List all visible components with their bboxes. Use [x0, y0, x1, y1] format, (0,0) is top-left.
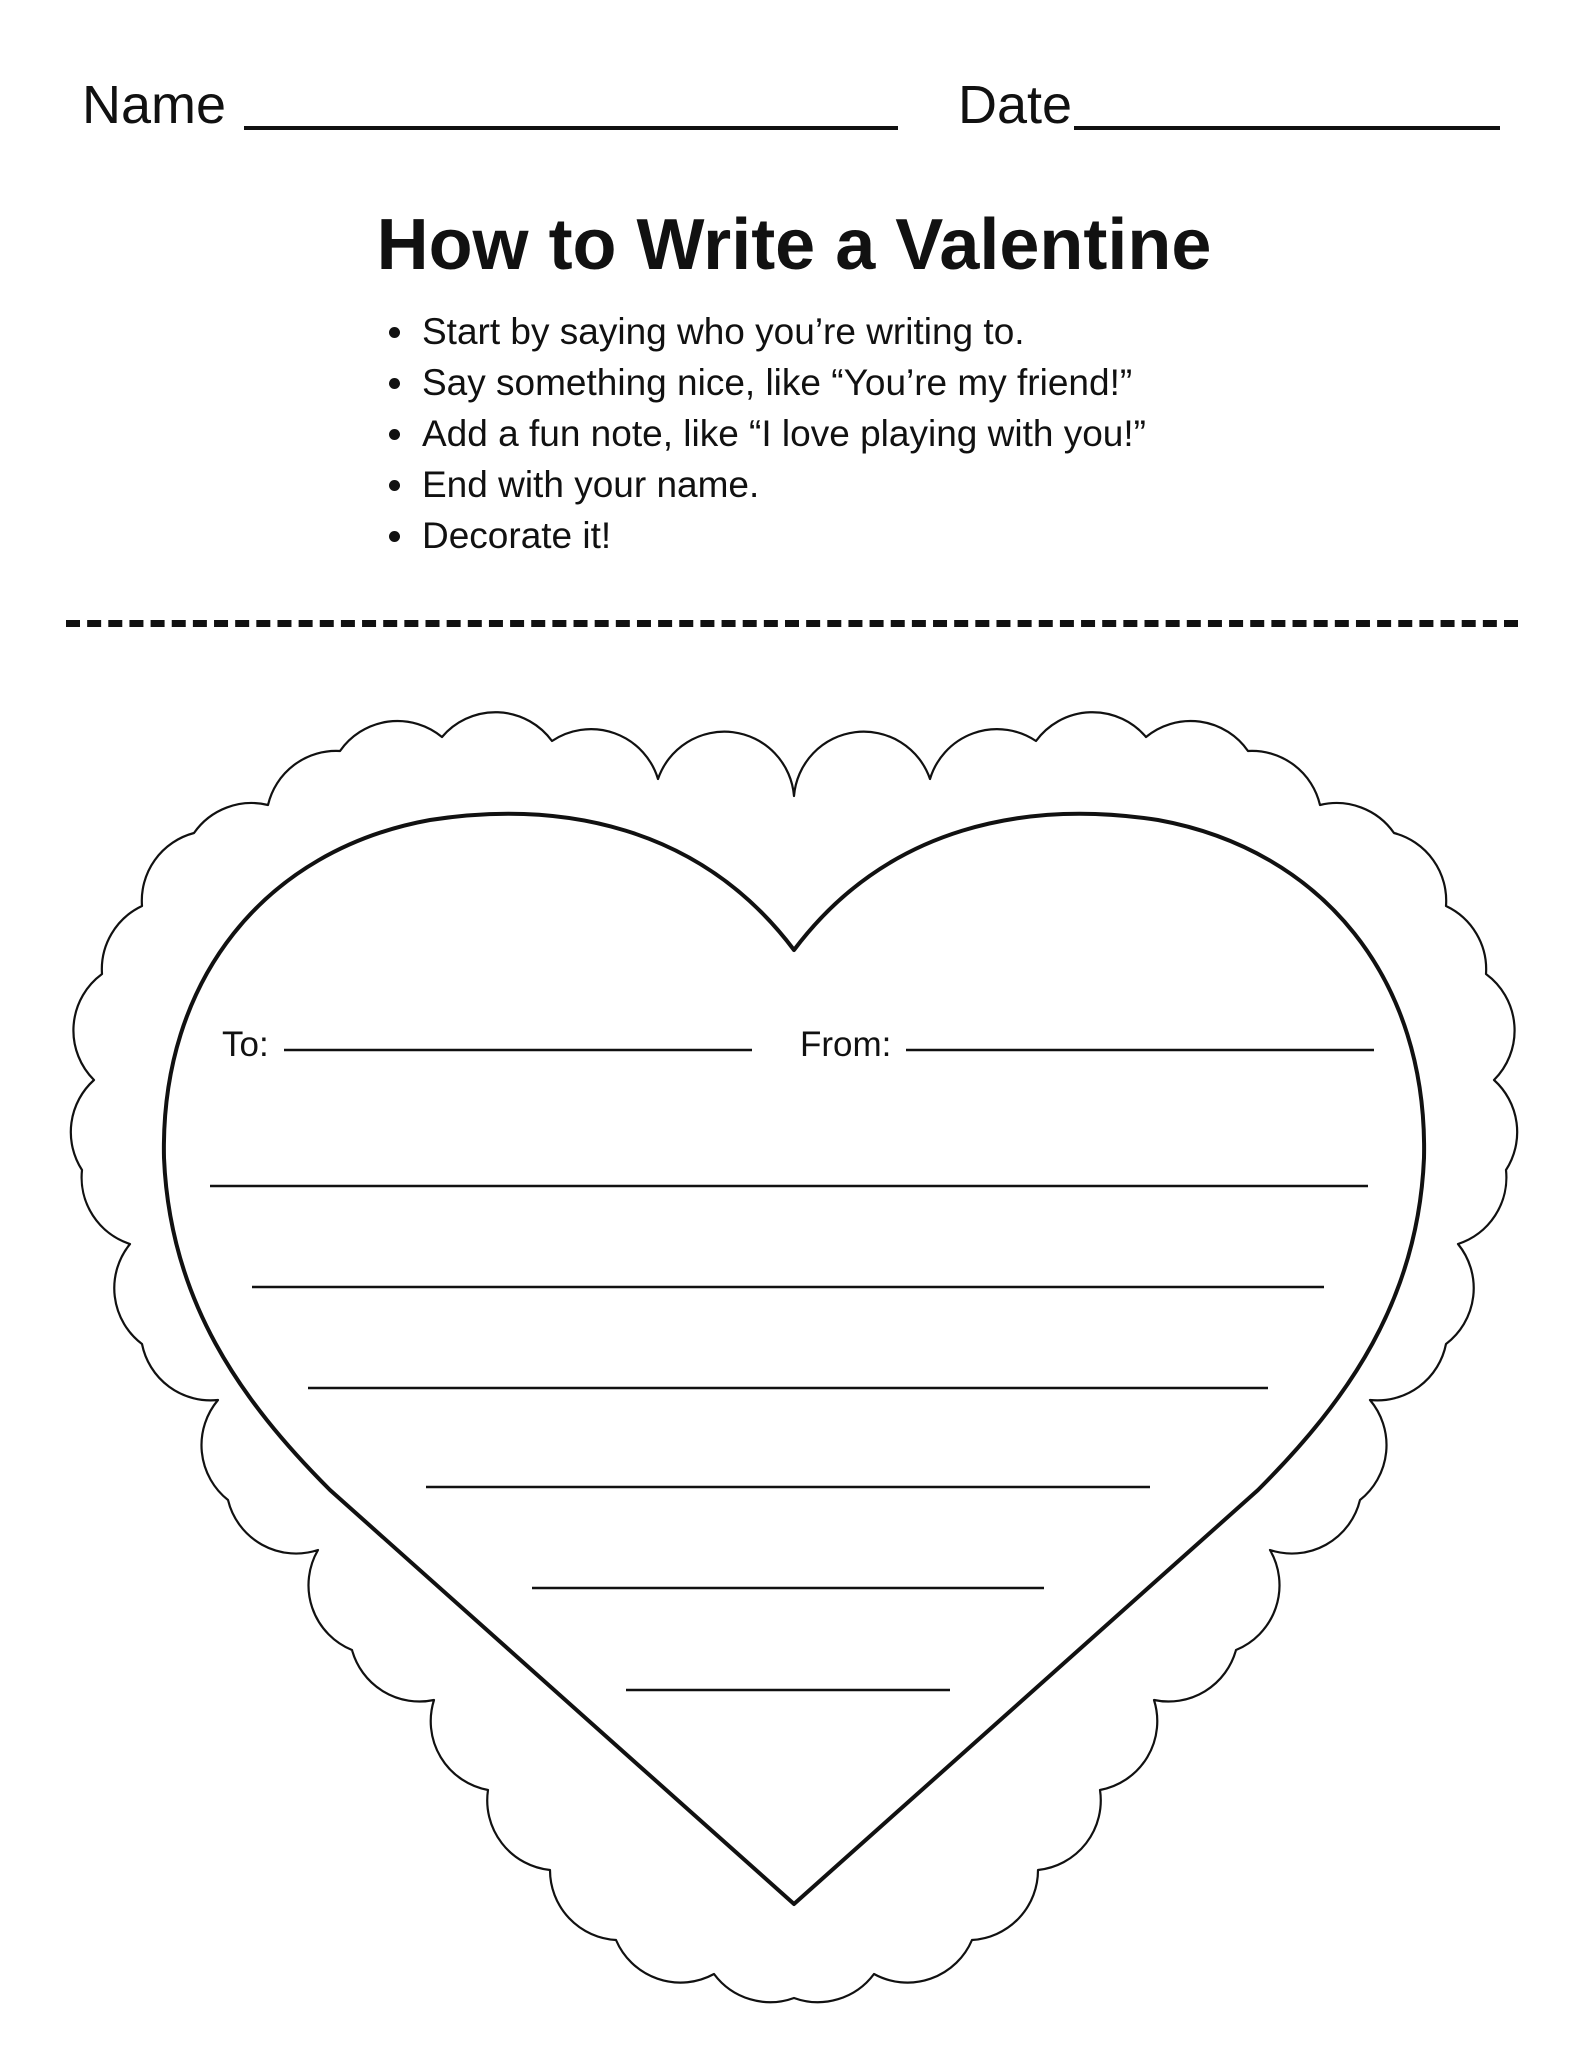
- instruction-item: • Start by saying who you’re writing to.: [418, 306, 1146, 357]
- heart-outline: [164, 814, 1424, 1904]
- date-label: Date: [958, 75, 1073, 135]
- from-label: From:: [800, 1025, 892, 1064]
- instruction-item: • End with your name.: [418, 459, 1146, 510]
- name-label: Name: [82, 75, 227, 135]
- to-label: To:: [222, 1025, 269, 1064]
- instruction-item: • Decorate it!: [418, 510, 1146, 561]
- worksheet-title: How to Write a Valentine: [376, 205, 1212, 285]
- instruction-item: • Add a fun note, like “I love playing with you!”: [418, 408, 1146, 459]
- instruction-item: • Say something nice, like “You’re my friend!”: [418, 357, 1146, 408]
